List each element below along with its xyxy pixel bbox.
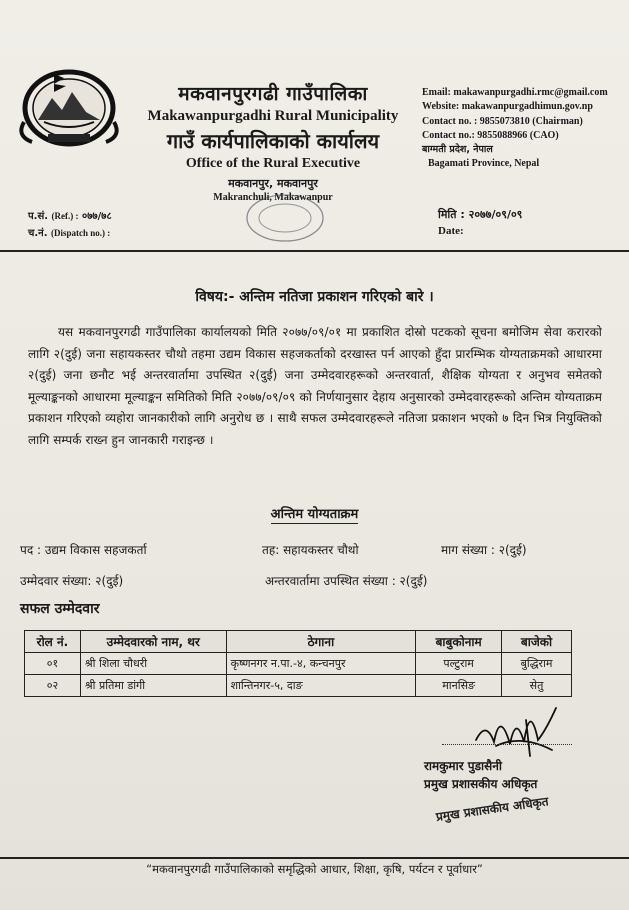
table-cell: बुद्धिराम bbox=[502, 653, 572, 675]
municipality-name-english: Makawanpurgadhi Rural Municipality bbox=[147, 108, 399, 124]
letter-body: यस मकवानपुरगढी गाउँपालिका कार्यालयको मिति २०७७/०९/०१ मा प्रकाशित दोस्रो पटकको सूचना बमोजिम सेवा करारको लागि २(दुई) जना सहायकस्तर चौथो तहमा उद्यम विकास सहजकर्ताको दरखास्त पर्न आएको हुँदा प्रारम्भिक योग्यताक्रमको आधारमा २(दुई) जना छनौट भई अन्तरवार्तामा उपस्थित २(दुई) जना उम्मेदवारहरूको अन्तरवार्ता, शैक्षिक योग्यता र अनुभव समेतको मूल्याङ्कनको आधारमा मूल्याङ्कन समितिको मिति २०७७/०९/०९ को निर्णयानुसार देहाय अनुसारको उम्मेदवारहरूको अन्तिम योग्यताक्रम प्रकाशन गरिएको व्यहोरा जानकारीको लागि अनुरोध छ । साथै सफल उम्मेदवारहरूले नतिजा प्रकाशन भएको ७ दिन भित्र नियुक्तिको लागि सम्पर्क राख्न हुन जानकारी गराइन्छ । bbox=[28, 325, 602, 447]
table-cell: श्री प्रतिमा डांगी bbox=[80, 675, 226, 697]
column-header: रोल नं. bbox=[25, 631, 81, 653]
successful-candidates-heading: सफल उम्मेदवार bbox=[20, 601, 100, 617]
table-cell: ०१ bbox=[25, 653, 81, 675]
date-nepali: मिति : २०७७/०९/०९ bbox=[438, 208, 523, 221]
reference-number: प.सं. (Ref.) : ०७७/७८ bbox=[28, 211, 112, 222]
contact-province-english: Bagamati Province, Nepal bbox=[428, 158, 540, 170]
office-seal-stamp-icon bbox=[244, 192, 326, 244]
candidate-count-field: उम्मेदवार संख्या: २(दुई) bbox=[20, 574, 124, 588]
table-row bbox=[25, 653, 572, 675]
column-header: उम्मेदवारको नाम, थर bbox=[80, 631, 226, 653]
position-field: पद : उद्यम विकास सहजकर्ता bbox=[20, 543, 147, 557]
table-cell: सेतु bbox=[502, 675, 572, 697]
letterhead bbox=[128, 80, 418, 203]
contact-chairman: Contact no. : 9855073810 (Chairman) bbox=[422, 115, 583, 127]
signatory-name: रामकुमार पुडासैनी bbox=[424, 759, 503, 773]
level-field: तह: सहायकस्तर चौथो bbox=[262, 543, 359, 557]
table-row bbox=[25, 675, 572, 697]
footer-motto: “मकवानपुरगढी गाउँपालिकाको समृद्धिको आधार, शिक्षा, कृषि, पर्यटन र पूर्वाधार” bbox=[146, 862, 483, 876]
municipality-emblem-icon bbox=[14, 62, 124, 148]
footer-divider bbox=[0, 857, 629, 859]
table-cell: शान्तिनगर-५, दाङ bbox=[226, 675, 416, 697]
merit-list-title: अन्तिम योग्यताक्रम bbox=[270, 507, 359, 522]
successful-candidates-table bbox=[24, 630, 572, 697]
contact-website: Website: makawanpurgadhimun.gov.np bbox=[422, 101, 593, 113]
address-english: Makranchuli, Makawanpur bbox=[213, 192, 333, 203]
dispatch-number: च.नं. (Dispatch no.) : bbox=[28, 228, 111, 239]
date-block bbox=[438, 206, 522, 240]
municipality-name-nepali: मकवानपुरगढी गाउँपालिका bbox=[178, 83, 368, 105]
address-nepali: मकवानपुर, मकवानपुर bbox=[228, 177, 318, 190]
signatory-stamp: प्रमुख प्रशासकीय अधिकृत bbox=[435, 794, 550, 824]
letter-subject: विषय:- अन्तिम नतिजा प्रकाशन गरिएको बारे । bbox=[195, 289, 434, 305]
contact-cao: Contact no.: 9855088966 (CAO) bbox=[422, 129, 559, 141]
table-header-row bbox=[25, 631, 572, 653]
reference-block bbox=[28, 208, 112, 242]
signature-line bbox=[442, 744, 572, 745]
contact-province-nepali: बाग्मती प्रदेश, नेपाल bbox=[422, 144, 493, 156]
table-cell: कृष्णनगर न.पा.-४, कन्चनपुर bbox=[226, 653, 416, 675]
date-english-label: Date: bbox=[438, 225, 464, 237]
column-header: बाजेको bbox=[502, 631, 572, 653]
office-name-nepali: गाउँ कार्यपालिकाको कार्यालय bbox=[166, 129, 380, 153]
interview-present-count-field: अन्तरवार्तामा उपस्थित संख्या : २(दुई) bbox=[265, 574, 428, 588]
table-cell: मानसिङ bbox=[416, 675, 502, 697]
signatory-title: प्रमुख प्रशासकीय अधिकृत bbox=[424, 777, 538, 791]
header-divider bbox=[0, 250, 629, 252]
handwritten-signature-icon bbox=[466, 700, 562, 762]
office-name-english: Office of the Rural Executive bbox=[185, 156, 361, 171]
demand-count-field: माग संख्या : २(दुई) bbox=[441, 543, 527, 557]
table-cell: पल्टुराम bbox=[416, 653, 502, 675]
table-cell: श्री शिला चौधरी bbox=[80, 653, 226, 675]
column-header: ठेगाना bbox=[226, 631, 416, 653]
table-cell: ०२ bbox=[25, 675, 81, 697]
column-header: बाबुकोनाम bbox=[416, 631, 502, 653]
contact-block bbox=[422, 86, 627, 172]
contact-email: Email: makawanpurgadhi.rmc@gmail.com bbox=[422, 87, 608, 98]
